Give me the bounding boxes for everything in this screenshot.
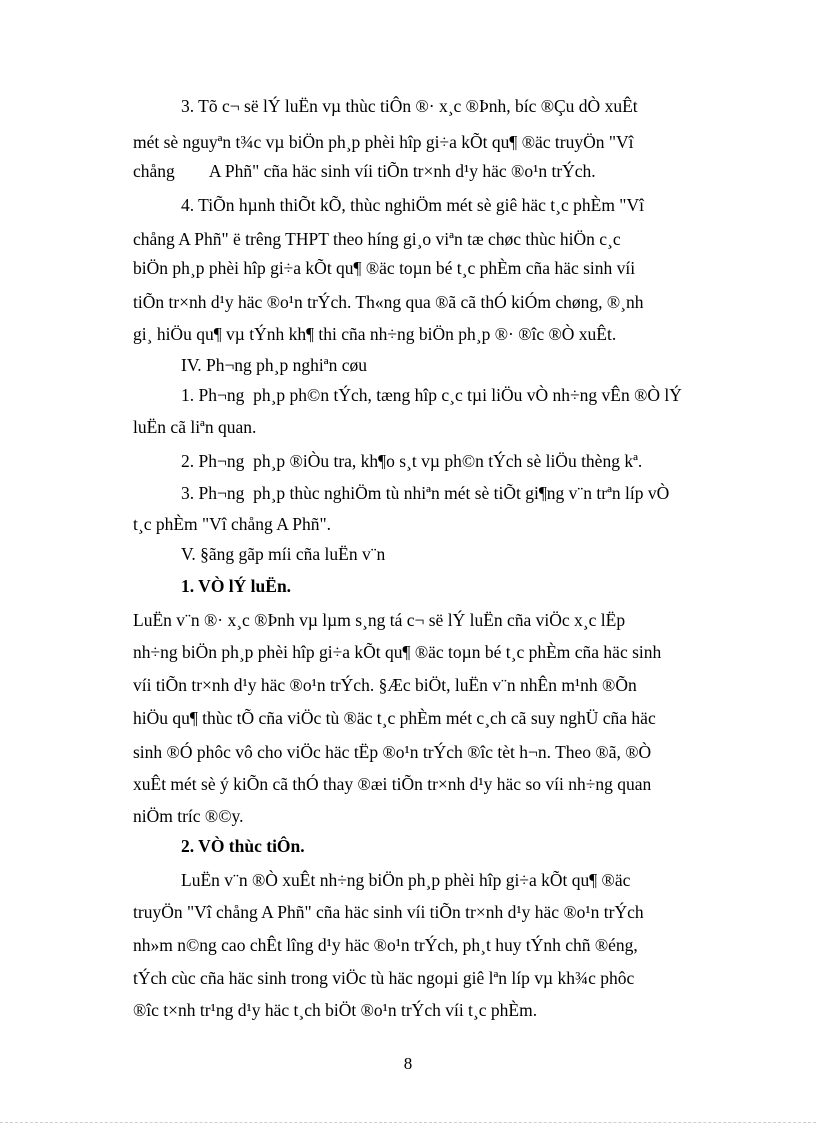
text-line: luËn cã liªn quan. xyxy=(133,417,257,437)
text-line: LuËn v¨n ®Ò xuÊt nh÷ng biÖn ph¸p phèi hîp gi÷a kÕt qu¶ ®äc xyxy=(181,870,631,890)
section-heading: IV. Ph¬ng ph¸p nghiªn cøu xyxy=(181,355,367,375)
text-line: 4. TiÕn hµnh thiÕt kÕ, thùc nghiÖm mét sè giê häc t¸c phÈm "Vî xyxy=(181,195,644,215)
text-line: niÖm tríc ®©y. xyxy=(133,806,244,826)
text-line: ®îc t×nh tr¹ng d¹y häc t¸ch biÖt ®o¹n trÝch víi t¸c phÈm. xyxy=(133,1000,538,1020)
text-line: mét sè nguyªn t¾c vµ biÖn ph¸p phèi hîp gi÷a kÕt qu¶ ®äc truyÖn "Vî xyxy=(133,132,634,152)
text-line: 3. Ph¬ng ph¸p thùc nghiÖm tù nhiªn mét sè tiÕt gi¶ng v¨n trªn líp vÒ xyxy=(181,483,670,503)
page-number: 8 xyxy=(403,1054,413,1073)
section-heading: V. §ãng gãp míi cña luËn v¨n xyxy=(181,544,386,564)
text-line: hiÖu qu¶ thùc tÕ cña viÖc tù ®äc t¸c phÈm mét c¸ch cã suy nghÜ cña häc xyxy=(133,708,656,728)
text-line: 1. Ph¬ng ph¸p ph©n tÝch, tæng hîp c¸c tµi liÖu vÒ nh÷ng vÊn ®Ò lÝ xyxy=(181,385,682,405)
text-line: biÖn ph¸p phèi hîp gi÷a kÕt qu¶ ®äc toµn bé t¸c phÈm cña häc sinh víi xyxy=(133,258,636,278)
text-line: sinh ®Ó phôc vô cho viÖc häc tËp ®o¹n trÝch ®îc tèt h¬n. Theo ®ã, ®Ò xyxy=(133,742,652,762)
text-line: gi¸ hiÖu qu¶ vµ tÝnh kh¶ thi cña nh÷ng biÖn ph¸p ®· ®îc ®Ò xuÊt. xyxy=(133,324,617,344)
text-line: víi tiÕn tr×nh d¹y häc ®o¹n trÝch. §Æc biÖt, luËn v¨n nhÊn m¹nh ®Õn xyxy=(133,675,637,695)
text-line: nh÷ng biÖn ph¸p phèi hîp gi÷a kÕt qu¶ ®äc toµn bé t¸c phÈm cña häc sinh xyxy=(133,642,662,662)
subsection-heading: 2. VÒ thùc tiÔn. xyxy=(181,836,305,856)
text-line: chång A Phñ" cña häc sinh víi tiÕn tr×nh d¹y häc ®o¹n trÝch. xyxy=(133,161,596,181)
text-line: LuËn v¨n ®· x¸c ®Þnh vµ lµm s¸ng tá c¬ së lÝ luËn cña viÖc x¸c lËp xyxy=(133,610,626,630)
text-line: nh»m n©ng cao chÊt lîng d¹y häc ®o¹n trÝch, ph¸t huy tÝnh chñ ®éng, xyxy=(133,935,638,955)
subsection-heading: 1. VÒ lÝ luËn. xyxy=(181,576,292,596)
text-line: chång A Phñ" ë trêng THPT theo híng gi¸o viªn tæ chøc thùc hiÖn c¸c xyxy=(133,229,621,249)
text-line: 3. Tõ c¬ së lÝ luËn vµ thùc tiÔn ®· x¸c ®Þnh, bíc ®Çu dÒ xuÊt xyxy=(181,96,638,116)
text-line: tiÕn tr×nh d¹y häc ®o¹n trÝch. Th«ng qua ®ã cã thÓ kiÓm chøng, ®¸nh xyxy=(133,292,644,312)
text-line: 2. Ph¬ng ph¸p ®iÒu tra, kh¶o s¸t vµ ph©n tÝch sè liÖu thèng kª. xyxy=(181,451,643,471)
text-line: xuÊt mét sè ý kiÕn cã thÓ thay ®æi tiÕn tr×nh d¹y häc so víi nh÷ng quan xyxy=(133,774,652,794)
text-line: tÝch cùc cña häc sinh trong viÖc tù häc ngoµi giê lªn líp vµ kh¾c phôc xyxy=(133,968,635,988)
text-line: truyÖn "Vî chång A Phñ" cña häc sinh víi tiÕn tr×nh d¹y häc ®o¹n trÝch xyxy=(133,902,644,922)
text-line: t¸c phÈm "Vî chång A Phñ". xyxy=(133,514,332,534)
